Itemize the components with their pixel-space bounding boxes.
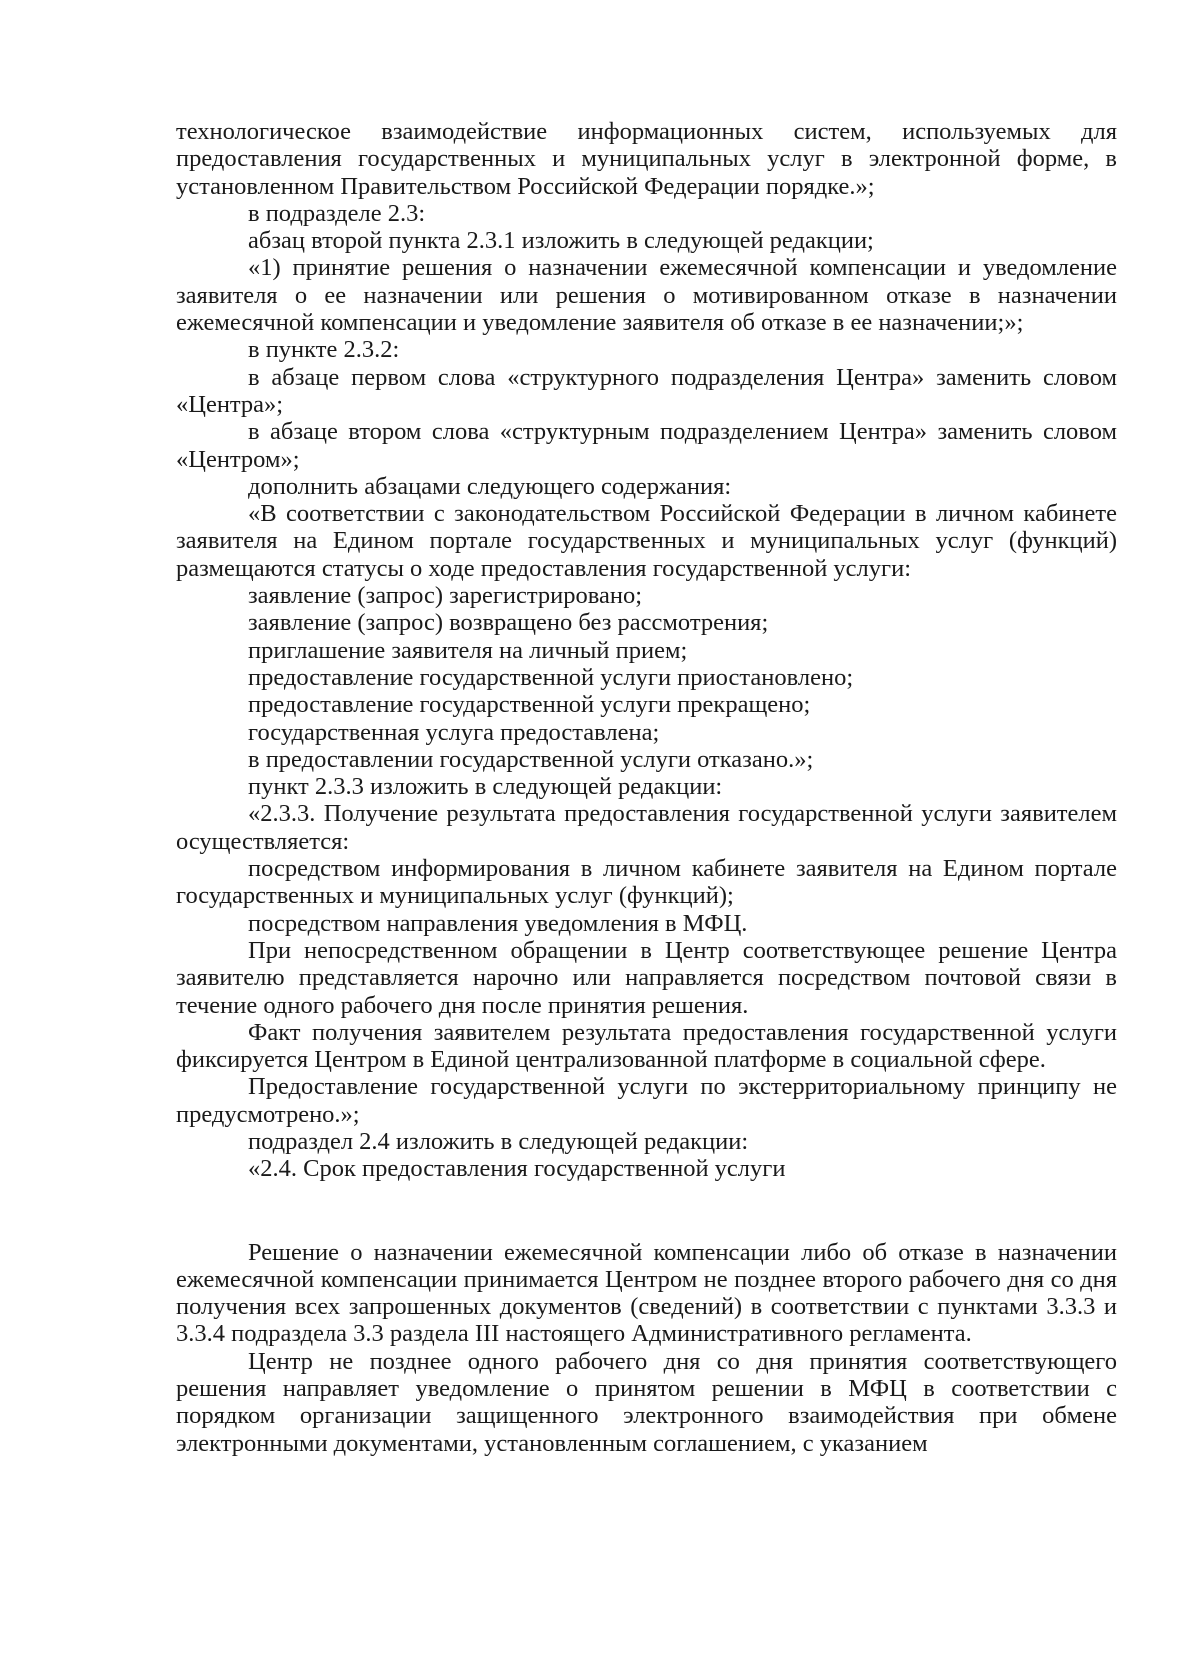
paragraph: посредством направления уведомления в МФЦ. — [248, 909, 748, 937]
document-body — [176, 118, 1117, 1457]
paragraph: подраздел 2.4 изложить в следующей редакции: — [248, 1127, 749, 1155]
paragraph: в пункте 2.3.2: — [248, 336, 400, 364]
status-list-item: заявление (запрос) зарегистрировано; — [248, 582, 643, 610]
paragraph: Центр не позднее одного рабочего дня со дня принятия соответствующего решения направляет уведомление о принятом решении в МФЦ в соответствии с порядком организации защищенного электронного взаимодействия при обмене электронными документами, установленным соглашением, с указанием — [176, 1347, 1117, 1457]
paragraph: Предоставление государственной услуги по экстерриториальному принципу не предусмотрено.»; — [176, 1073, 1117, 1128]
status-list-item: заявление (запрос) возвращено без рассмотрения; — [248, 609, 769, 637]
paragraph: Решение о назначении ежемесячной компенсации либо об отказе в назначении ежемесячной компенсации принимается Центром не позднее второго рабочего дня со дня получения всех запрошенных документов (сведений) в соответствии с пунктами 3.3.3 и 3.3.4 подраздела 3.3 раздела III настоящего Административного регламента. — [176, 1238, 1117, 1348]
status-list-item: государственная услуга предоставлена; — [248, 718, 660, 746]
paragraph: «2.3.3. Получение результата предоставления государственной услуги заявителем осуществляется: — [176, 800, 1117, 855]
spacer — [176, 1183, 1117, 1239]
status-list-item: в предоставлении государственной услуги отказано.»; — [248, 745, 814, 773]
paragraph: «В соответствии с законодательством Российской Федерации в личном кабинете заявителя на Едином портале государственных и муниципальных услуг (функций) размещаются статусы о ходе предоставления государственной услуги: — [176, 500, 1117, 582]
paragraph: При непосредственном обращении в Центр соответствующее решение Центра заявителю представляется нарочно или направляется посредством почтовой связи в течение одного рабочего дня после принятия решения. — [176, 936, 1117, 1019]
paragraph: «1) принятие решения о назначении ежемесячной компенсации и уведомление заявителя о ее назначении или решения о мотивированном отказе в назначении ежемесячной компенсации и уведомление заявителя об отказе в ее назначении;»; — [176, 254, 1117, 337]
paragraph-continuation: технологическое взаимодействие информационных систем, используемых для предоставления государственных и муниципальных услуг в электронной форме, в установленном Правительством Российской Федерации порядке.»; — [176, 118, 1117, 200]
paragraph: дополнить абзацами следующего содержания: — [248, 472, 732, 500]
paragraph: абзац второй пункта 2.3.1 изложить в следующей редакции; — [248, 227, 874, 255]
paragraph: посредством информирования в личном кабинете заявителя на Едином портале государственных и муниципальных услуг (функций); — [176, 855, 1117, 910]
section-heading: «2.4. Срок предоставления государственной услуги — [248, 1155, 786, 1183]
status-list-item: предоставление государственной услуги приостановлено; — [248, 663, 854, 691]
paragraph: пункт 2.3.3 изложить в следующей редакции: — [248, 773, 723, 801]
paragraph: в абзаце первом слова «структурного подразделения Центра» заменить словом «Центра»; — [176, 363, 1117, 418]
status-list-item: предоставление государственной услуги прекращено; — [248, 691, 811, 719]
status-list-item: приглашение заявителя на личный прием; — [248, 636, 688, 664]
paragraph: в подразделе 2.3: — [248, 199, 426, 227]
paragraph: в абзаце втором слова «структурным подразделением Центра» заменить словом «Центром»; — [176, 418, 1117, 473]
paragraph: Факт получения заявителем результата предоставления государственной услуги фиксируется Центром в Единой централизованной платформе в социальной сфере. — [176, 1018, 1117, 1074]
